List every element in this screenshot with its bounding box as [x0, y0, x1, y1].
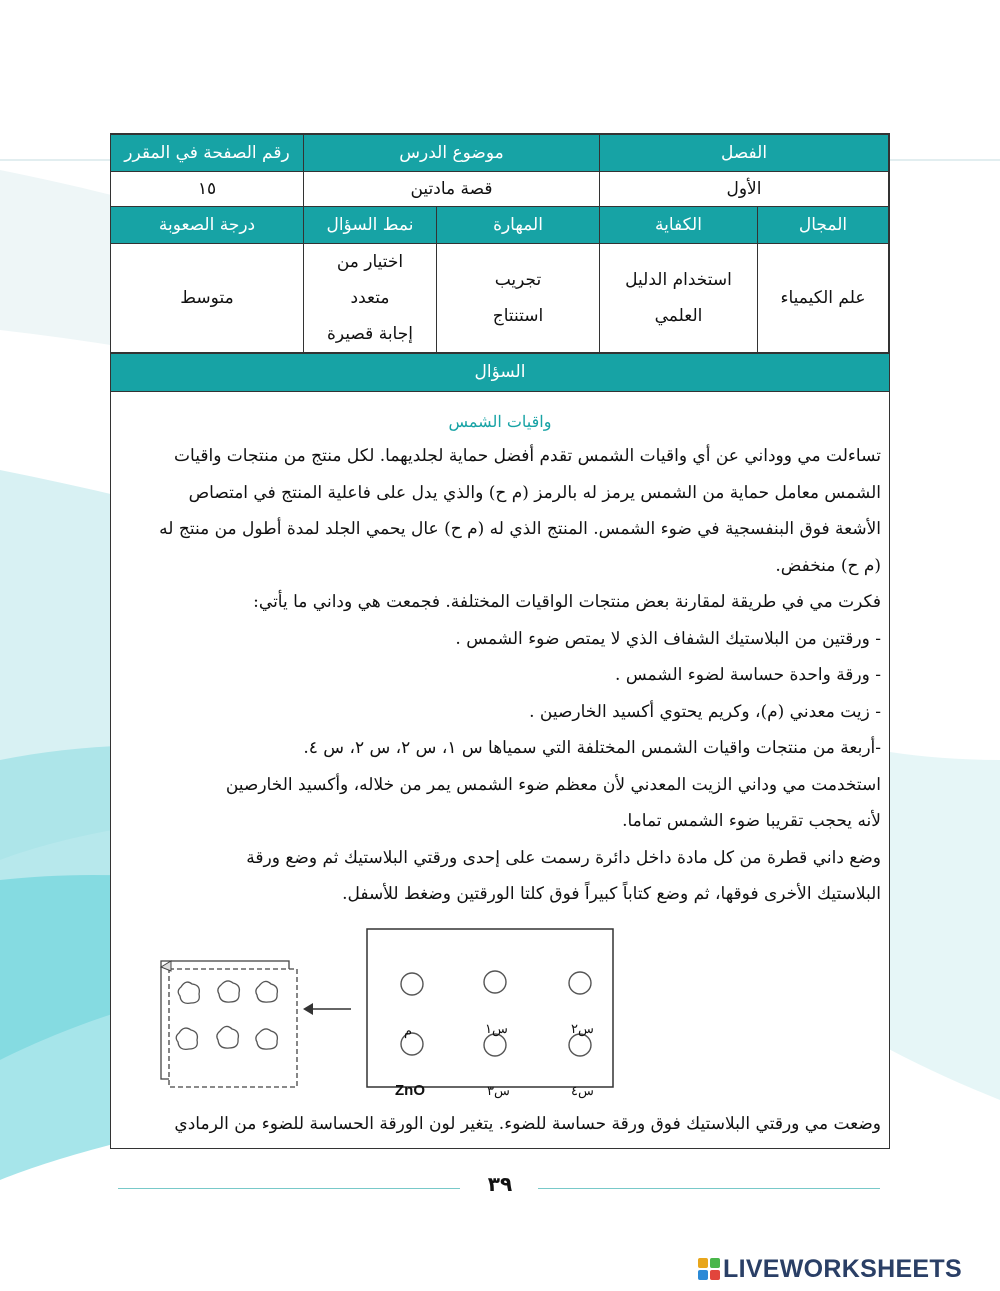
- label-zno: ZnO: [395, 1082, 425, 1099]
- question-line: لأنه يحجب تقريبا ضوء الشمس تماما.: [622, 811, 881, 831]
- question-title: واقيات الشمس: [448, 412, 552, 431]
- footer-divider-left: [118, 1188, 460, 1189]
- question-line: تساءلت مي ووداني عن أي واقيات الشمس تقدم أفضل حماية لجلديهما. لكل منتج من منتجات واقيات: [174, 446, 881, 466]
- question-body: [111, 391, 889, 1148]
- header-difficulty: درجة الصعوبة: [110, 207, 303, 244]
- question-line: استخدمت مي وداني الزيت المعدني لأن معظم ضوء الشمس يمر من خلاله، وأكسيد الخارصين: [225, 774, 881, 795]
- brand-name: LIVEWORKSHEETS: [723, 1254, 962, 1283]
- label-mineral-oil: م: [404, 1024, 413, 1039]
- label-s2: س٢: [571, 1022, 594, 1037]
- liveworksheets-logo-icon: [698, 1258, 720, 1280]
- value-skill: تجريب استنتاج: [437, 244, 600, 353]
- question-line: فكرت مي في طريقة لمقارنة بعض منتجات الواقيات المختلفة. فجمعت هي وداني ما يأتي:: [253, 592, 881, 612]
- question-line: البلاستيك الأخرى فوقها، ثم وضع كتاباً كبيراً فوق كلتا الورقتين وضغط للأسفل.: [342, 884, 881, 904]
- header-skill: المهارة: [437, 207, 600, 244]
- header-field: المجال: [758, 207, 889, 244]
- liveworksheets-logo[interactable]: [698, 1254, 962, 1284]
- value-difficulty: متوسط: [110, 244, 303, 353]
- figure-labels: [119, 928, 614, 1113]
- question-line: - زيت معدني (م)، وكريم يحتوي أكسيد الخارصين .: [529, 701, 881, 722]
- value-field: علم الكيمياء: [758, 244, 889, 353]
- metadata-table: [110, 134, 889, 353]
- question-header: السؤال: [111, 353, 889, 391]
- value-lesson-topic: قصة مادتين: [303, 172, 599, 207]
- label-s3: س٣: [487, 1084, 510, 1099]
- question-line-after-figure: وضعت مي ورقتي البلاستيك فوق ورقة حساسة للضوء. يتغير لون الورقة الحساسة للضوء من الرمادي: [174, 1113, 881, 1134]
- question-card: [110, 133, 890, 1149]
- header-page-number: رقم الصفحة في المقرر: [110, 135, 303, 172]
- label-s4: س٤: [571, 1084, 594, 1099]
- question-line: الشمس معامل حماية من الشمس يرمز له بالرمز (م ح) والذي يدل على فاعلية المنتج في امتصاص: [188, 482, 881, 503]
- value-page-number: ١٥: [110, 172, 303, 207]
- label-s1: س١: [485, 1022, 508, 1037]
- value-competency: استخدام الدليل العلمي: [600, 244, 758, 353]
- footer-divider-right: [538, 1188, 880, 1189]
- value-question-type: اختيار من متعدد إجابة قصيرة: [303, 244, 436, 353]
- question-line: الأشعة فوق البنفسجية في ضوء الشمس. المنتج الذي له (م ح) عال يحمي الجلد لمدة أطول من منتج له: [159, 519, 881, 539]
- page-number: ٣٩: [487, 1172, 513, 1196]
- header-competency: الكفاية: [600, 207, 758, 244]
- question-line: وضع داني قطرة من كل مادة داخل دائرة رسمت على إحدى ورقتي البلاستيك ثم وضع ورقة: [246, 847, 881, 868]
- header-lesson-topic: موضوع الدرس: [303, 135, 599, 172]
- question-line: - ورقة واحدة حساسة لضوء الشمس .: [615, 665, 881, 685]
- value-chapter: الأول: [600, 172, 889, 207]
- question-line: - ورقتين من البلاستيك الشفاف الذي لا يمتص ضوء الشمس .: [455, 628, 881, 649]
- question-line: -أربعة من منتجات واقيات الشمس المختلفة التي سمياها س ١، س ٢، س ٢، س ٤.: [303, 738, 881, 758]
- header-chapter: الفصل: [600, 135, 889, 172]
- header-question-type: نمط السؤال: [303, 207, 436, 244]
- question-line: (م ح) منخفض.: [775, 555, 881, 576]
- experiment-figure: [119, 915, 614, 1100]
